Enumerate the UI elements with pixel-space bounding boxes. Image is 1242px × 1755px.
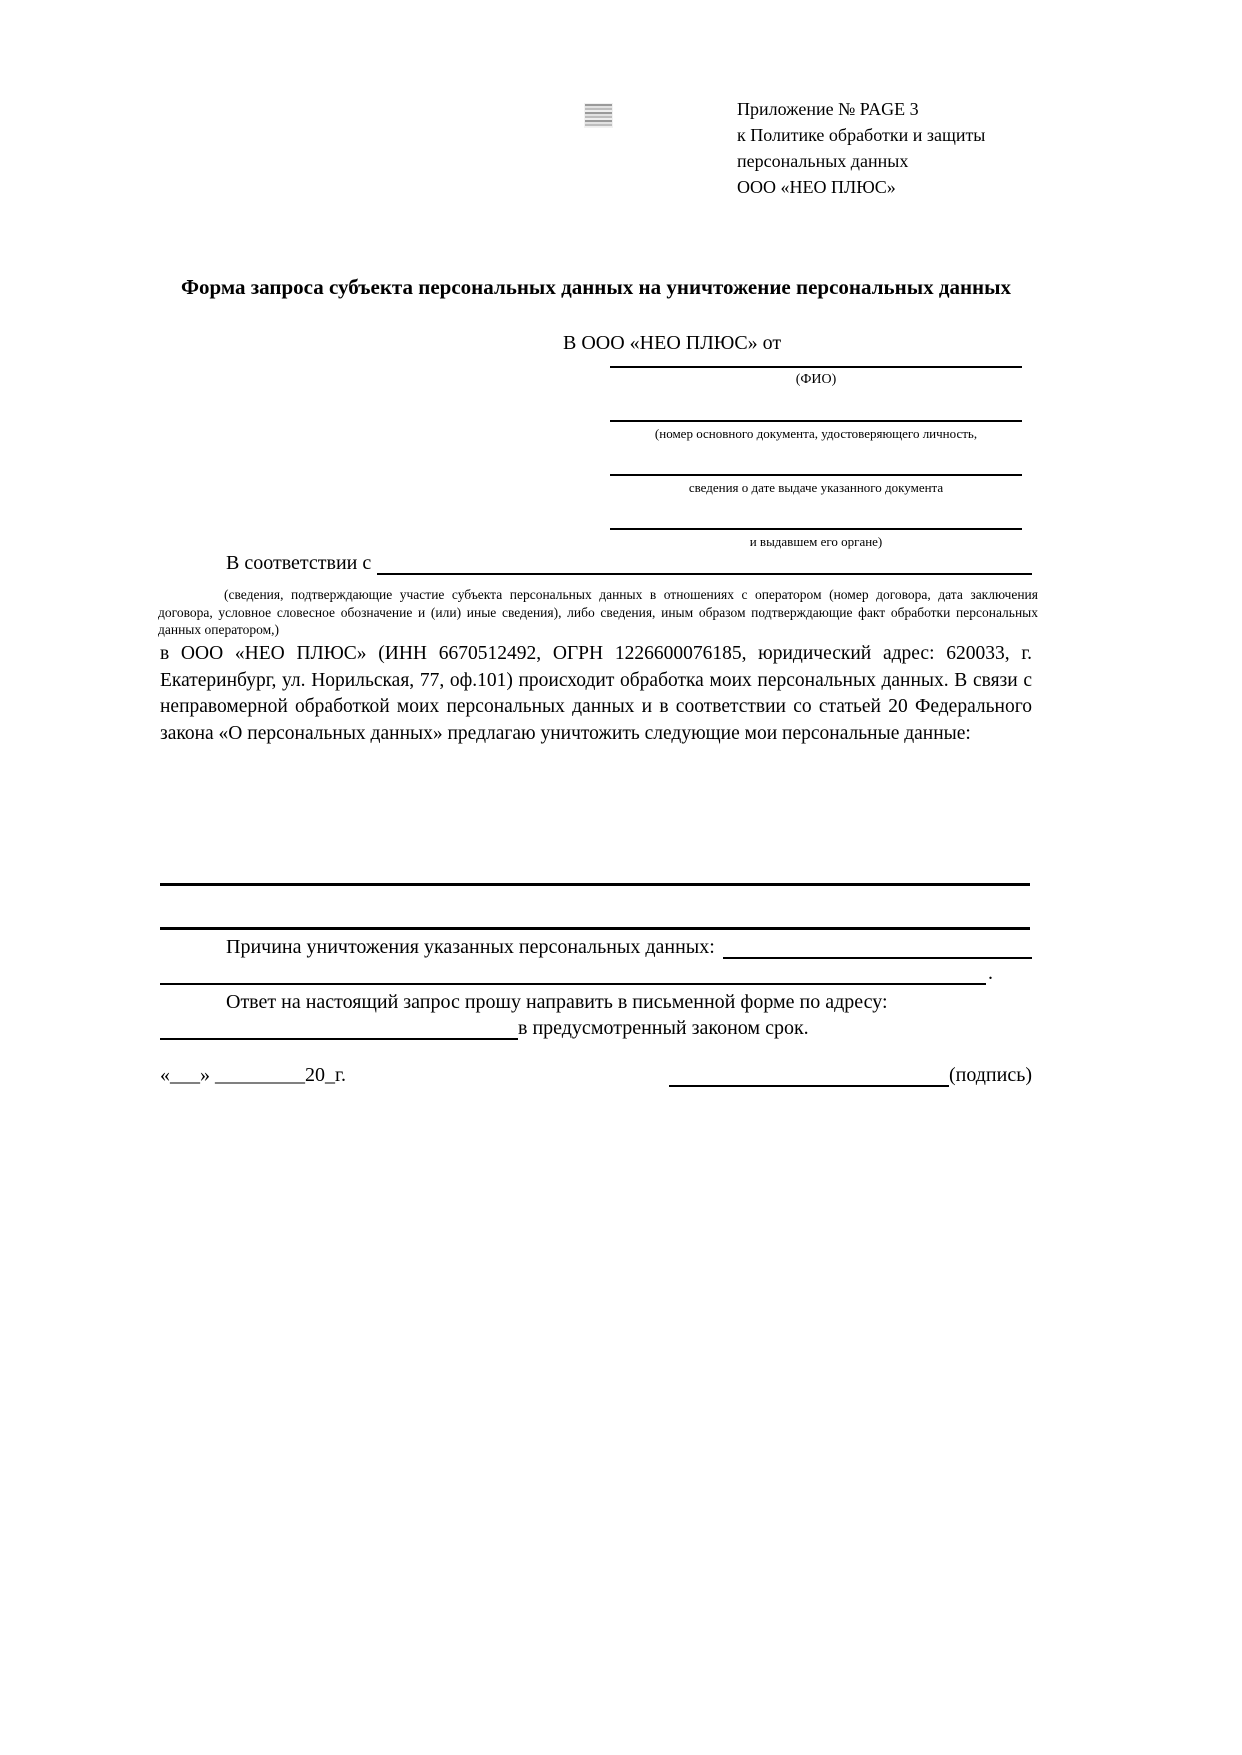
issuing-authority-caption: и выдавшем его органе) <box>749 534 883 549</box>
signature-input-line[interactable] <box>669 1064 949 1087</box>
appendix-line: Приложение № PAGE 3 <box>737 99 919 119</box>
appendix-line: ООО «НЕО ПЛЮС» <box>737 177 896 197</box>
appendix-line: к Политике обработки и защиты <box>737 125 986 145</box>
personal-data-input-line-2[interactable] <box>160 927 1030 930</box>
reason-input-line-2[interactable] <box>160 962 986 985</box>
addressee-line: В ООО «НЕО ПЛЮС» от <box>563 332 782 354</box>
signature-caption: (подпись) <box>948 1064 1032 1086</box>
response-suffix-text: в предусмотренный законом срок. <box>518 1017 809 1039</box>
document-number-input-line[interactable] <box>610 400 1022 422</box>
accordance-row <box>160 552 1032 575</box>
applicant-fields <box>610 346 1022 562</box>
accordance-input-line[interactable] <box>377 552 1032 575</box>
signature-group <box>669 1064 1032 1087</box>
response-request-text: Ответ на настоящий запрос прошу направить в письменной форме по адресу: <box>226 991 888 1013</box>
issue-date-input-line[interactable] <box>610 454 1022 476</box>
reason-label: Причина уничтожения указанных персональных данных: <box>226 936 715 958</box>
personal-data-input-line-1[interactable] <box>160 883 1030 886</box>
date-field[interactable]: «___» _________20_г. <box>160 1064 346 1086</box>
header-thumbnail-image-icon <box>585 104 612 127</box>
accordance-label: В соответствии с <box>226 552 372 574</box>
fio-caption: (ФИО) <box>795 372 837 387</box>
reason-input-line[interactable] <box>723 936 1032 959</box>
reason-row <box>160 936 1032 959</box>
response-address-row <box>160 1017 1032 1040</box>
reason-period: . <box>988 962 993 984</box>
appendix-header <box>737 96 1067 200</box>
form-title: Форма запроса субъекта персональных данных на уничтожение персональных данных <box>180 275 1012 299</box>
field-fio <box>610 346 1022 388</box>
fio-input-line[interactable] <box>610 346 1022 368</box>
issue-date-caption: сведения о дате выдаче указанного документа <box>688 480 944 495</box>
document-number-caption: (номер основного документа, удостоверяющего личность, <box>654 426 978 441</box>
footer-row <box>160 1064 1032 1087</box>
field-document-number <box>610 400 1022 442</box>
field-issuing-authority <box>610 508 1022 550</box>
reason-continuation-row <box>160 962 1032 985</box>
appendix-line: персональных данных <box>737 151 909 171</box>
body-paragraph: в ООО «НЕО ПЛЮС» (ИНН 6670512492, ОГРН 1226600076185, юридический адрес: 620033, г. Екатеринбург, ул. Норильская, 77, оф.101) происходит обработка моих персональных данных. В связи с неправомерной обработкой моих персональных данных и в соответствии со статьей 20 Федерального закона «О персональных данных» предлагаю уничтожить следующие мои персональные данные: <box>160 643 1032 744</box>
accordance-footnote: (сведения, подтверждающие участие субъекта персональных данных в отношениях с оператором (номер договора, дата заключения договора, условное словесное обозначение и (или) иные сведения), либо сведения, иным образом подтверждающие факт обработки персональных данных оператором,) <box>158 587 1038 637</box>
address-input-line[interactable] <box>160 1017 518 1040</box>
field-issue-date <box>610 454 1022 496</box>
issuing-authority-input-line[interactable] <box>610 508 1022 530</box>
